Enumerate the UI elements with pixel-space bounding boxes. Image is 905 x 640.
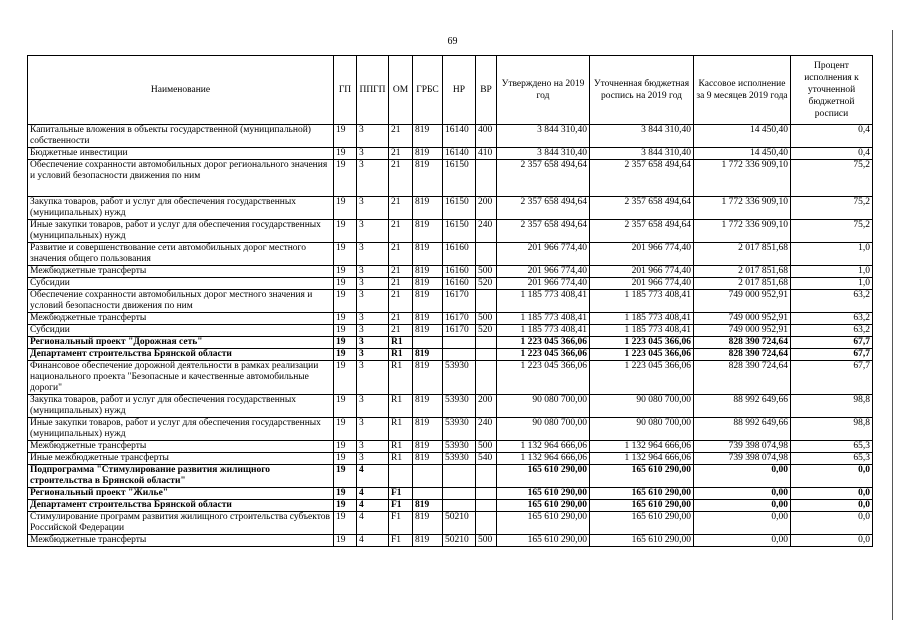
row-cash: 0,00 bbox=[694, 488, 791, 500]
header-ppgp: ППГП bbox=[357, 56, 389, 125]
row-name: Стимулирование программ развития жилищного строительства субъектов Российской Федерации bbox=[28, 512, 334, 535]
row-approved: 165 610 290,00 bbox=[497, 488, 590, 500]
row-cash: 1 772 336 909,10 bbox=[694, 220, 791, 243]
row-grbs bbox=[413, 465, 443, 488]
row-refined: 1 223 045 366,06 bbox=[590, 337, 694, 349]
row-approved: 1 185 773 408,41 bbox=[497, 325, 590, 337]
row-approved: 3 844 310,40 bbox=[497, 148, 590, 160]
row-percent: 98,8 bbox=[791, 395, 873, 418]
row-vr: 540 bbox=[476, 453, 497, 465]
row-grbs: 819 bbox=[413, 500, 443, 512]
row-vr bbox=[476, 465, 497, 488]
row-gp: 19 bbox=[334, 125, 357, 148]
row-grbs: 819 bbox=[413, 418, 443, 441]
row-om: 21 bbox=[389, 125, 413, 148]
row-gp: 19 bbox=[334, 148, 357, 160]
row-refined: 165 610 290,00 bbox=[590, 465, 694, 488]
row-name: Межбюджетные трансферты bbox=[28, 535, 334, 547]
row-vr bbox=[476, 488, 497, 500]
row-vr: 520 bbox=[476, 325, 497, 337]
budget-table bbox=[27, 55, 873, 547]
row-np: 53930 bbox=[443, 395, 476, 418]
row-percent: 67,7 bbox=[791, 337, 873, 349]
row-refined: 165 610 290,00 bbox=[590, 535, 694, 547]
row-name: Межбюджетные трансферты bbox=[28, 266, 334, 278]
row-approved: 3 844 310,40 bbox=[497, 125, 590, 148]
row-name: Иные закупки товаров, работ и услуг для обеспечения государственных (муниципальных) нужд bbox=[28, 220, 334, 243]
row-cash: 739 398 074,98 bbox=[694, 453, 791, 465]
row-ppgp: 4 bbox=[357, 500, 389, 512]
row-np: 16150 bbox=[443, 160, 476, 197]
row-name: Иные закупки товаров, работ и услуг для обеспечения государственных (муниципальных) нужд bbox=[28, 418, 334, 441]
row-np: 16160 bbox=[443, 243, 476, 266]
row-percent: 63,2 bbox=[791, 313, 873, 325]
row-np: 16160 bbox=[443, 266, 476, 278]
header-name: Наименование bbox=[28, 56, 334, 125]
table-row bbox=[28, 488, 873, 500]
row-name: Закупка товаров, работ и услуг для обеспечения государственных (муниципальных) нужд bbox=[28, 197, 334, 220]
row-percent: 75,2 bbox=[791, 197, 873, 220]
row-name: Подпрограмма "Стимулирование развития жилищного строительства в Брянской области" bbox=[28, 465, 334, 488]
row-name: Субсидии bbox=[28, 325, 334, 337]
row-gp: 19 bbox=[334, 278, 357, 290]
row-name: Развитие и совершенствование сети автомобильных дорог местного значения общего пользования bbox=[28, 243, 334, 266]
row-approved: 1 223 045 366,06 bbox=[497, 349, 590, 361]
row-gp: 19 bbox=[334, 290, 357, 313]
row-gp: 19 bbox=[334, 220, 357, 243]
row-refined: 2 357 658 494,64 bbox=[590, 197, 694, 220]
row-approved: 201 966 774,40 bbox=[497, 266, 590, 278]
row-vr: 500 bbox=[476, 266, 497, 278]
row-name: Обеспечение сохранности автомобильных дорог регионального значения и условий безопасности движения по ним bbox=[28, 160, 334, 197]
row-refined: 2 357 658 494,64 bbox=[590, 160, 694, 197]
row-cash: 1 772 336 909,10 bbox=[694, 160, 791, 197]
row-ppgp: 4 bbox=[357, 465, 389, 488]
row-vr bbox=[476, 337, 497, 349]
row-refined: 1 185 773 408,41 bbox=[590, 313, 694, 325]
table-row bbox=[28, 512, 873, 535]
row-refined: 201 966 774,40 bbox=[590, 266, 694, 278]
row-name: Финансовое обеспечение дорожной деятельности в рамках реализации национального проекта "Безопасные и качественные автомобильные дороги" bbox=[28, 361, 334, 395]
row-ppgp: 3 bbox=[357, 441, 389, 453]
row-percent: 67,7 bbox=[791, 361, 873, 395]
row-gp: 19 bbox=[334, 325, 357, 337]
row-ppgp: 3 bbox=[357, 197, 389, 220]
row-refined: 90 080 700,00 bbox=[590, 418, 694, 441]
row-om: 21 bbox=[389, 148, 413, 160]
row-approved: 1 132 964 666,06 bbox=[497, 441, 590, 453]
row-refined: 1 185 773 408,41 bbox=[590, 325, 694, 337]
row-np bbox=[443, 500, 476, 512]
row-percent: 98,8 bbox=[791, 418, 873, 441]
row-gp: 19 bbox=[334, 266, 357, 278]
row-gp: 19 bbox=[334, 535, 357, 547]
row-om: F1 bbox=[389, 535, 413, 547]
row-cash: 88 992 649,66 bbox=[694, 395, 791, 418]
row-percent: 75,2 bbox=[791, 160, 873, 197]
row-vr: 500 bbox=[476, 313, 497, 325]
row-cash: 0,00 bbox=[694, 465, 791, 488]
row-gp: 19 bbox=[334, 488, 357, 500]
row-vr bbox=[476, 500, 497, 512]
row-ppgp: 3 bbox=[357, 243, 389, 266]
row-grbs: 819 bbox=[413, 535, 443, 547]
row-percent: 0,0 bbox=[791, 500, 873, 512]
row-np: 53930 bbox=[443, 441, 476, 453]
row-vr: 240 bbox=[476, 220, 497, 243]
row-gp: 19 bbox=[334, 313, 357, 325]
row-grbs: 819 bbox=[413, 278, 443, 290]
header-vr: ВР bbox=[476, 56, 497, 125]
row-gp: 19 bbox=[334, 243, 357, 266]
row-cash: 828 390 724,64 bbox=[694, 337, 791, 349]
row-om: R1 bbox=[389, 418, 413, 441]
row-gp: 19 bbox=[334, 512, 357, 535]
row-np: 16150 bbox=[443, 197, 476, 220]
row-np: 16150 bbox=[443, 220, 476, 243]
header-approved: Утверждено на 2019 год bbox=[497, 56, 590, 125]
row-np bbox=[443, 465, 476, 488]
row-ppgp: 3 bbox=[357, 125, 389, 148]
table-row bbox=[28, 500, 873, 512]
row-percent: 0,0 bbox=[791, 465, 873, 488]
table-row bbox=[28, 197, 873, 220]
row-cash: 2 017 851,68 bbox=[694, 243, 791, 266]
row-name: Иные межбюджетные трансферты bbox=[28, 453, 334, 465]
row-np: 50210 bbox=[443, 535, 476, 547]
row-vr: 400 bbox=[476, 125, 497, 148]
header-gp: ГП bbox=[334, 56, 357, 125]
row-percent: 67,7 bbox=[791, 349, 873, 361]
row-np: 16160 bbox=[443, 278, 476, 290]
row-om: 21 bbox=[389, 197, 413, 220]
row-grbs: 819 bbox=[413, 349, 443, 361]
row-grbs: 819 bbox=[413, 148, 443, 160]
row-name: Капитальные вложения в объекты государственной (муниципальной) собственности bbox=[28, 125, 334, 148]
row-approved: 165 610 290,00 bbox=[497, 465, 590, 488]
row-grbs: 819 bbox=[413, 325, 443, 337]
table-row bbox=[28, 325, 873, 337]
row-ppgp: 3 bbox=[357, 290, 389, 313]
table-row bbox=[28, 361, 873, 395]
row-cash: 749 000 952,91 bbox=[694, 290, 791, 313]
table-row bbox=[28, 418, 873, 441]
row-cash: 739 398 074,98 bbox=[694, 441, 791, 453]
row-ppgp: 3 bbox=[357, 418, 389, 441]
row-refined: 1 185 773 408,41 bbox=[590, 290, 694, 313]
row-gp: 19 bbox=[334, 349, 357, 361]
table-row bbox=[28, 290, 873, 313]
row-np: 16140 bbox=[443, 148, 476, 160]
row-refined: 2 357 658 494,64 bbox=[590, 220, 694, 243]
row-om: 21 bbox=[389, 325, 413, 337]
row-cash: 14 450,40 bbox=[694, 125, 791, 148]
row-approved: 201 966 774,40 bbox=[497, 243, 590, 266]
row-om: 21 bbox=[389, 220, 413, 243]
row-name: Бюджетные инвестиции bbox=[28, 148, 334, 160]
row-name: Субсидии bbox=[28, 278, 334, 290]
row-np: 16170 bbox=[443, 325, 476, 337]
row-grbs: 819 bbox=[413, 290, 443, 313]
row-approved: 2 357 658 494,64 bbox=[497, 197, 590, 220]
row-ppgp: 3 bbox=[357, 220, 389, 243]
table-row bbox=[28, 441, 873, 453]
table-row bbox=[28, 148, 873, 160]
row-om: R1 bbox=[389, 337, 413, 349]
header-om: ОМ bbox=[389, 56, 413, 125]
row-om: R1 bbox=[389, 441, 413, 453]
row-om: 21 bbox=[389, 313, 413, 325]
table-row bbox=[28, 395, 873, 418]
row-vr: 240 bbox=[476, 418, 497, 441]
row-name: Закупка товаров, работ и услуг для обеспечения государственных (муниципальных) нужд bbox=[28, 395, 334, 418]
row-percent: 0,0 bbox=[791, 488, 873, 500]
row-name: Региональный проект "Дорожная сеть" bbox=[28, 337, 334, 349]
row-grbs: 819 bbox=[413, 197, 443, 220]
header-grbs: ГРБС bbox=[413, 56, 443, 125]
row-percent: 65,3 bbox=[791, 441, 873, 453]
row-approved: 2 357 658 494,64 bbox=[497, 220, 590, 243]
table-header-row bbox=[28, 56, 873, 125]
row-ppgp: 4 bbox=[357, 488, 389, 500]
row-ppgp: 3 bbox=[357, 361, 389, 395]
row-name: Департамент строительства Брянской области bbox=[28, 500, 334, 512]
row-grbs: 819 bbox=[413, 395, 443, 418]
row-refined: 201 966 774,40 bbox=[590, 278, 694, 290]
row-ppgp: 3 bbox=[357, 148, 389, 160]
row-refined: 3 844 310,40 bbox=[590, 148, 694, 160]
row-grbs: 819 bbox=[413, 313, 443, 325]
row-np: 16170 bbox=[443, 290, 476, 313]
table-row bbox=[28, 220, 873, 243]
row-grbs: 819 bbox=[413, 266, 443, 278]
row-np bbox=[443, 488, 476, 500]
row-cash: 1 772 336 909,10 bbox=[694, 197, 791, 220]
page-edge-line bbox=[892, 30, 893, 620]
row-grbs: 819 bbox=[413, 125, 443, 148]
row-approved: 1 185 773 408,41 bbox=[497, 290, 590, 313]
row-om: R1 bbox=[389, 361, 413, 395]
row-om: F1 bbox=[389, 500, 413, 512]
row-approved: 165 610 290,00 bbox=[497, 500, 590, 512]
row-percent: 1,0 bbox=[791, 278, 873, 290]
row-ppgp: 3 bbox=[357, 453, 389, 465]
row-om: 21 bbox=[389, 243, 413, 266]
row-cash: 828 390 724,64 bbox=[694, 361, 791, 395]
row-ppgp: 3 bbox=[357, 313, 389, 325]
row-grbs bbox=[413, 488, 443, 500]
row-ppgp: 4 bbox=[357, 512, 389, 535]
row-grbs: 819 bbox=[413, 361, 443, 395]
row-vr bbox=[476, 361, 497, 395]
row-ppgp: 4 bbox=[357, 535, 389, 547]
row-approved: 1 132 964 666,06 bbox=[497, 453, 590, 465]
row-refined: 1 132 964 666,06 bbox=[590, 453, 694, 465]
row-np: 16170 bbox=[443, 313, 476, 325]
row-refined: 1 223 045 366,06 bbox=[590, 349, 694, 361]
row-vr bbox=[476, 243, 497, 266]
row-vr: 500 bbox=[476, 441, 497, 453]
row-approved: 1 223 045 366,06 bbox=[497, 337, 590, 349]
row-name: Региональный проект "Жилье" bbox=[28, 488, 334, 500]
header-np: НР bbox=[443, 56, 476, 125]
row-approved: 1 223 045 366,06 bbox=[497, 361, 590, 395]
row-approved: 1 185 773 408,41 bbox=[497, 313, 590, 325]
row-refined: 165 610 290,00 bbox=[590, 488, 694, 500]
row-gp: 19 bbox=[334, 197, 357, 220]
row-np: 53930 bbox=[443, 453, 476, 465]
row-ppgp: 3 bbox=[357, 349, 389, 361]
row-percent: 0,0 bbox=[791, 535, 873, 547]
row-percent: 0,0 bbox=[791, 512, 873, 535]
row-ppgp: 3 bbox=[357, 266, 389, 278]
row-refined: 90 080 700,00 bbox=[590, 395, 694, 418]
row-om: R1 bbox=[389, 395, 413, 418]
table-row bbox=[28, 243, 873, 266]
row-cash: 2 017 851,68 bbox=[694, 278, 791, 290]
row-refined: 1 132 964 666,06 bbox=[590, 441, 694, 453]
table-row bbox=[28, 535, 873, 547]
row-np: 50210 bbox=[443, 512, 476, 535]
row-approved: 201 966 774,40 bbox=[497, 278, 590, 290]
row-vr bbox=[476, 160, 497, 197]
row-grbs: 819 bbox=[413, 441, 443, 453]
row-approved: 90 080 700,00 bbox=[497, 395, 590, 418]
row-cash: 0,00 bbox=[694, 535, 791, 547]
row-ppgp: 3 bbox=[357, 160, 389, 197]
row-gp: 19 bbox=[334, 500, 357, 512]
row-cash: 88 992 649,66 bbox=[694, 418, 791, 441]
row-cash: 2 017 851,68 bbox=[694, 266, 791, 278]
row-percent: 1,0 bbox=[791, 243, 873, 266]
header-percent: Процент исполнения к уточненной бюджетной росписи bbox=[791, 56, 873, 125]
row-np bbox=[443, 337, 476, 349]
row-gp: 19 bbox=[334, 395, 357, 418]
row-grbs: 819 bbox=[413, 512, 443, 535]
row-om: 21 bbox=[389, 160, 413, 197]
row-grbs: 819 bbox=[413, 453, 443, 465]
table-row bbox=[28, 349, 873, 361]
row-name: Департамент строительства Брянской области bbox=[28, 349, 334, 361]
row-grbs: 819 bbox=[413, 243, 443, 266]
row-vr: 500 bbox=[476, 535, 497, 547]
row-name: Обеспечение сохранности автомобильных дорог местного значения и условий безопасности движения по ним bbox=[28, 290, 334, 313]
row-om: 21 bbox=[389, 278, 413, 290]
row-percent: 1,0 bbox=[791, 266, 873, 278]
row-refined: 1 223 045 366,06 bbox=[590, 361, 694, 395]
row-vr bbox=[476, 290, 497, 313]
row-cash: 0,00 bbox=[694, 512, 791, 535]
row-percent: 0,4 bbox=[791, 125, 873, 148]
row-name: Межбюджетные трансферты bbox=[28, 313, 334, 325]
row-approved: 90 080 700,00 bbox=[497, 418, 590, 441]
row-cash: 749 000 952,91 bbox=[694, 325, 791, 337]
row-grbs bbox=[413, 337, 443, 349]
row-gp: 19 bbox=[334, 441, 357, 453]
row-percent: 65,3 bbox=[791, 453, 873, 465]
table-row bbox=[28, 278, 873, 290]
row-vr: 200 bbox=[476, 395, 497, 418]
row-approved: 165 610 290,00 bbox=[497, 512, 590, 535]
row-vr: 520 bbox=[476, 278, 497, 290]
row-refined: 165 610 290,00 bbox=[590, 500, 694, 512]
row-np: 16140 bbox=[443, 125, 476, 148]
row-om: R1 bbox=[389, 453, 413, 465]
row-grbs: 819 bbox=[413, 220, 443, 243]
row-refined: 3 844 310,40 bbox=[590, 125, 694, 148]
row-name: Межбюджетные трансферты bbox=[28, 441, 334, 453]
header-cash: Кассовое исполнение за 9 месяцев 2019 года bbox=[694, 56, 791, 125]
row-vr bbox=[476, 512, 497, 535]
row-np: 53930 bbox=[443, 418, 476, 441]
row-approved: 2 357 658 494,64 bbox=[497, 160, 590, 197]
table-row bbox=[28, 337, 873, 349]
row-percent: 75,2 bbox=[791, 220, 873, 243]
row-cash: 749 000 952,91 bbox=[694, 313, 791, 325]
table-row bbox=[28, 125, 873, 148]
row-vr bbox=[476, 349, 497, 361]
row-om: R1 bbox=[389, 349, 413, 361]
row-refined: 201 966 774,40 bbox=[590, 243, 694, 266]
row-gp: 19 bbox=[334, 465, 357, 488]
row-om: F1 bbox=[389, 488, 413, 500]
row-grbs: 819 bbox=[413, 160, 443, 197]
row-gp: 19 bbox=[334, 160, 357, 197]
row-approved: 165 610 290,00 bbox=[497, 535, 590, 547]
row-ppgp: 3 bbox=[357, 278, 389, 290]
table-row bbox=[28, 465, 873, 488]
row-percent: 63,2 bbox=[791, 325, 873, 337]
row-np bbox=[443, 349, 476, 361]
row-om: F1 bbox=[389, 512, 413, 535]
row-vr: 200 bbox=[476, 197, 497, 220]
row-gp: 19 bbox=[334, 337, 357, 349]
row-om: 21 bbox=[389, 266, 413, 278]
row-percent: 0,4 bbox=[791, 148, 873, 160]
row-np: 53930 bbox=[443, 361, 476, 395]
row-cash: 14 450,40 bbox=[694, 148, 791, 160]
page-number: 69 bbox=[447, 36, 458, 47]
header-refined: Уточненная бюджетная роспись на 2019 год bbox=[590, 56, 694, 125]
row-percent: 63,2 bbox=[791, 290, 873, 313]
row-gp: 19 bbox=[334, 418, 357, 441]
table-row bbox=[28, 313, 873, 325]
row-vr: 410 bbox=[476, 148, 497, 160]
row-gp: 19 bbox=[334, 361, 357, 395]
row-om bbox=[389, 465, 413, 488]
row-gp: 19 bbox=[334, 453, 357, 465]
row-ppgp: 3 bbox=[357, 337, 389, 349]
table-row bbox=[28, 160, 873, 197]
row-ppgp: 3 bbox=[357, 325, 389, 337]
row-cash: 0,00 bbox=[694, 500, 791, 512]
row-om: 21 bbox=[389, 290, 413, 313]
table-row bbox=[28, 453, 873, 465]
row-ppgp: 3 bbox=[357, 395, 389, 418]
row-refined: 165 610 290,00 bbox=[590, 512, 694, 535]
row-cash: 828 390 724,64 bbox=[694, 349, 791, 361]
table-row bbox=[28, 266, 873, 278]
